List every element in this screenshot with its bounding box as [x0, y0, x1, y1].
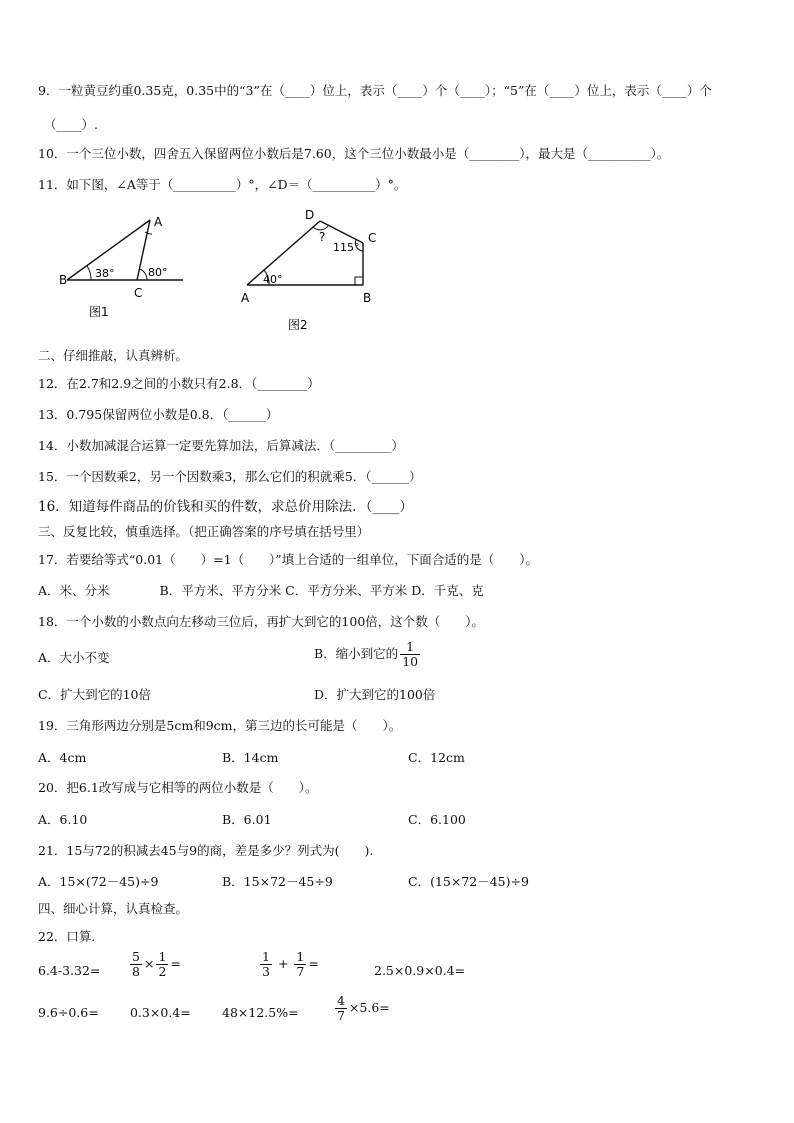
fig1-label-a: A	[154, 215, 163, 229]
denominator: 7	[296, 964, 305, 979]
fig2-angle-a: 40°	[263, 273, 283, 286]
figure-2	[235, 205, 395, 335]
question-21-option-c: C．(15×72－45)÷9	[408, 874, 529, 889]
fig2-label-a: A	[241, 291, 250, 305]
question-13: 13．0.795保留两位小数是0.8．（______）	[38, 407, 279, 422]
fraction	[294, 950, 306, 979]
fraction	[130, 950, 142, 979]
figure-1	[55, 210, 195, 320]
calc-1: 6.4-3.32=	[38, 963, 101, 978]
equals: =	[308, 956, 319, 971]
calc-8	[333, 994, 390, 1023]
numerator: 5	[132, 949, 140, 964]
question-9-line1: 9．一粒黄豆约重0.35克，0.35中的“3”在（____）位上，表示（____）个（____）；“5”在（____）位上，表示（____）个	[38, 83, 712, 98]
question-22: 22．口算.	[38, 929, 96, 944]
calc-6: 0.3×0.4=	[130, 1005, 191, 1020]
fig1-caption: 图1	[89, 305, 109, 319]
fig1-angle-b: 38°	[95, 267, 115, 280]
fig1-angle-c: 80°	[148, 266, 168, 279]
fraction-1-10	[400, 640, 420, 669]
numerator: 1	[262, 949, 270, 964]
operator: +	[277, 956, 289, 971]
section-2-heading: 二、仔细推敲，认真辨析。	[38, 348, 189, 363]
question-17-options: A．米、分米 B．平方米、平方分米 C．平方分米、平方米 D．千克、克	[38, 583, 484, 598]
question-15: 15．一个因数乘2，另一个因数乘3，那么它们的积就乘5．（______）	[38, 469, 422, 484]
equals: =	[170, 956, 181, 971]
expression-rest: ×5.6=	[348, 1000, 390, 1015]
fig2-label-c: C	[368, 231, 377, 245]
question-9-line2: （____）.	[44, 117, 98, 132]
numerator: 1	[400, 640, 420, 655]
calc-7: 48×12.5%=	[222, 1005, 299, 1020]
fig2-angle-c: 115°	[333, 241, 360, 254]
question-18-option-b	[314, 640, 422, 669]
fraction	[260, 950, 272, 979]
question-19-option-c: C．12cm	[408, 750, 465, 765]
question-19-option-b: B．14cm	[222, 750, 279, 765]
option-b-text: B．缩小到它的	[314, 646, 399, 661]
fig2-caption: 图2	[288, 318, 308, 332]
calc-2	[128, 950, 181, 979]
denominator: 3	[262, 964, 270, 979]
question-14: 14．小数加减混合运算一定要先算加法，后算减法．（_________）	[38, 438, 404, 453]
denominator: 2	[158, 964, 167, 979]
numerator: 4	[337, 993, 345, 1008]
numerator: 1	[158, 949, 167, 964]
question-19: 19．三角形两边分别是5cm和9cm，第三边的长可能是（ ）。	[38, 718, 402, 733]
question-17: 17．若要给等式“0.01（ ）=1（ ）”填上合适的一组单位，下面合适的是（ ）。	[38, 552, 538, 567]
fraction	[335, 994, 347, 1023]
question-11: 11．如下图，∠A等于（__________）°，∠D＝（__________）°。	[38, 177, 407, 192]
question-18-option-d: D．扩大到它的100倍	[314, 687, 436, 702]
question-18: 18．一个小数的小数点向左移动三位后，再扩大到它的100倍，这个数（ ）。	[38, 614, 485, 629]
fig2-label-b: B	[363, 291, 372, 305]
question-16: 16．知道每件商品的价钱和买的件数，求总价用除法．（____）	[38, 499, 413, 515]
question-20-option-b: B．6.01	[222, 812, 272, 827]
question-10: 10．一个三位小数，四舍五入保留两位小数后是7.60，这个三位小数最小是（________），最大是（__________）。	[38, 146, 670, 161]
question-18-option-a: A．大小不变	[38, 650, 110, 665]
question-21: 21．15与72的积减去45与9的商，差是多少？列式为( ).	[38, 843, 374, 858]
question-18-option-c: C．扩大到它的10倍	[38, 687, 151, 702]
operator: ×	[143, 956, 155, 971]
numerator: 1	[296, 949, 305, 964]
calc-3	[258, 950, 319, 979]
fig2-label-d: D	[305, 208, 315, 222]
calc-5: 9.6÷0.6=	[38, 1005, 99, 1020]
question-21-option-a: A．15×(72－45)÷9	[38, 874, 159, 889]
question-19-option-a: A．4cm	[38, 750, 87, 765]
question-20: 20．把6.1改写成与它相等的两位小数是（ ）。	[38, 780, 318, 795]
fraction	[156, 950, 168, 979]
denominator: 8	[132, 964, 140, 979]
fig2-angle-d: ?	[319, 230, 326, 244]
section-3-heading: 三、反复比较，慎重选择。（把正确答案的序号填在括号里）	[38, 524, 370, 539]
denominator: 10	[402, 654, 419, 669]
calc-4: 2.5×0.9×0.4=	[374, 963, 466, 978]
section-4-heading: 四、细心计算，认真检查。	[38, 901, 189, 916]
question-12: 12．在2.7和2.9之间的小数只有2.8．（________）	[38, 376, 320, 391]
fig1-label-c: C	[134, 286, 143, 300]
denominator: 7	[337, 1008, 345, 1023]
question-20-option-a: A．6.10	[38, 812, 88, 827]
question-20-option-c: C．6.100	[408, 812, 466, 827]
fig1-label-b: B	[59, 273, 68, 287]
question-21-option-b: B．15×72－45÷9	[222, 874, 333, 889]
